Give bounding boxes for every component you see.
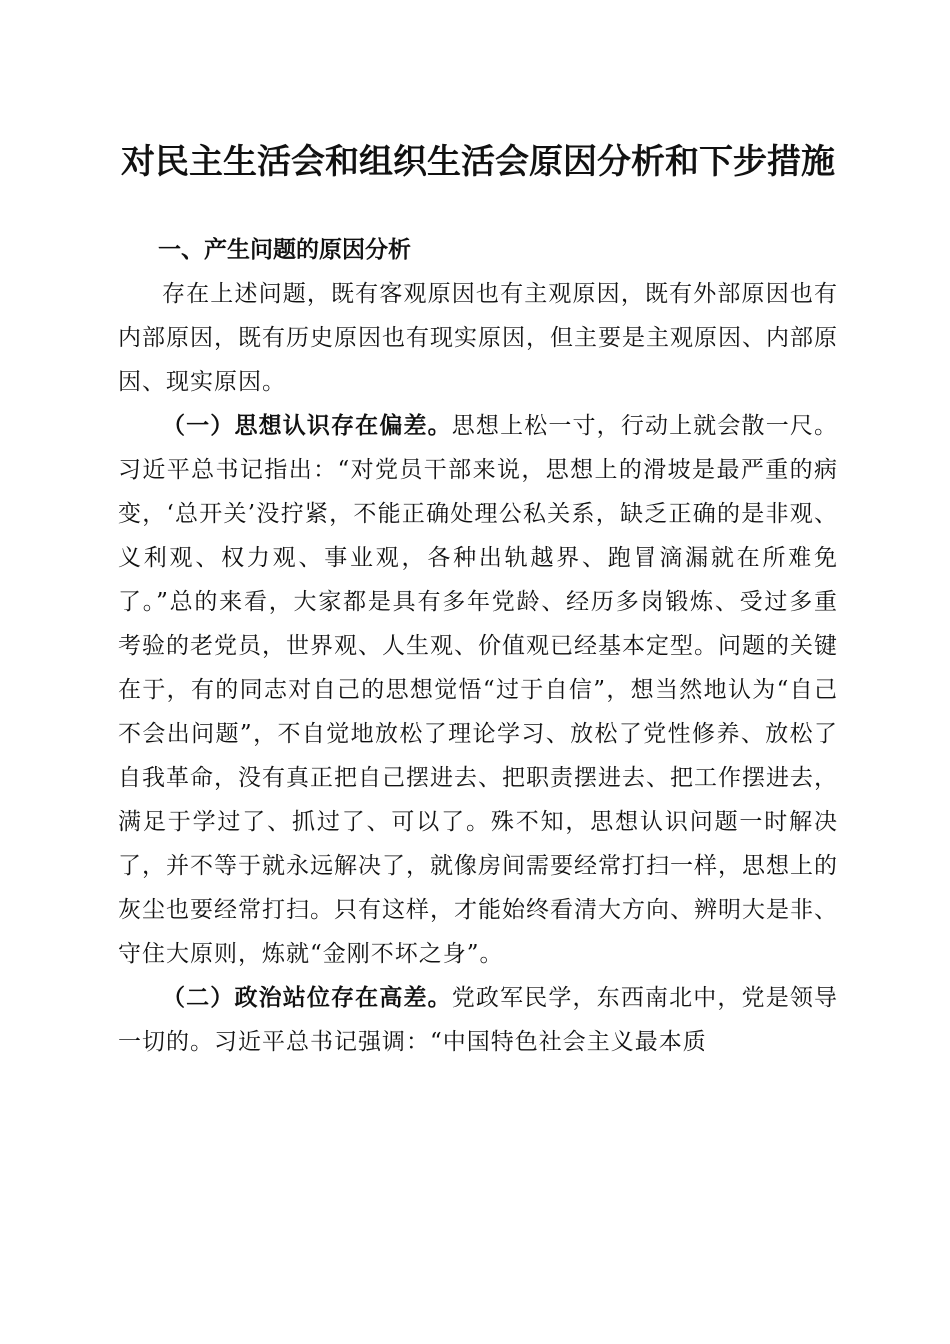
point-paragraph-1 bbox=[118, 404, 838, 976]
point-text-1: 思想上松一寸，行动上就会散一尺。习近平总书记指出：“对党员干部来说，思想上的滑坡是最严重的病变，‘总开关’没拧紧，不能正确处理公私关系，缺乏正确的是非观、义利观、权力观、事业观，各种出轨越界、跑冒滴漏就在所难免了。”总的来看，大家都是具有多年党龄、经历多岗锻炼、受过多重考验的老党员，世界观、人生观、价值观已经基本定型。问题的关键在于，有的同志对自己的思想觉悟“过于自信”，想当然地认为“自己不会出问题”，不自觉地放松了理论学习、放松了党性修养、放松了自我革命，没有真正把自己摆进去、把职责摆进去、把工作摆进去，满足于学过了、抓过了、可以了。殊不知，思想认识问题一时解决了，并不等于就永远解决了，就像房间需要经常打扫一样，思想上的灰尘也要经常打扫。只有这样，才能始终看清大方向、辨明大是非、守住大原则，炼就“金刚不坏之身”。 bbox=[118, 413, 839, 967]
section-heading: 一、产生问题的原因分析 bbox=[158, 237, 411, 263]
point-paragraph-2 bbox=[118, 976, 838, 1064]
document-title: 对民主生活会和组织生活会原因分析和下步措施 bbox=[121, 142, 835, 182]
intro-paragraph: 存在上述问题，既有客观原因也有主观原因，既有外部原因也有内部原因，既有历史原因也有现实原因，但主要是主观原因、内部原因、现实原因。 bbox=[118, 281, 838, 395]
point-text-2: 党政军民学，东西南北中，党是领导一切的。习近平总书记强调：“中国特色社会主义最本质 bbox=[118, 985, 839, 1055]
point-lead-2: （二）政治站位存在高差。 bbox=[162, 984, 452, 1011]
point-lead-1: （一）思想认识存在偏差。 bbox=[162, 412, 452, 439]
document-page bbox=[118, 128, 838, 1064]
